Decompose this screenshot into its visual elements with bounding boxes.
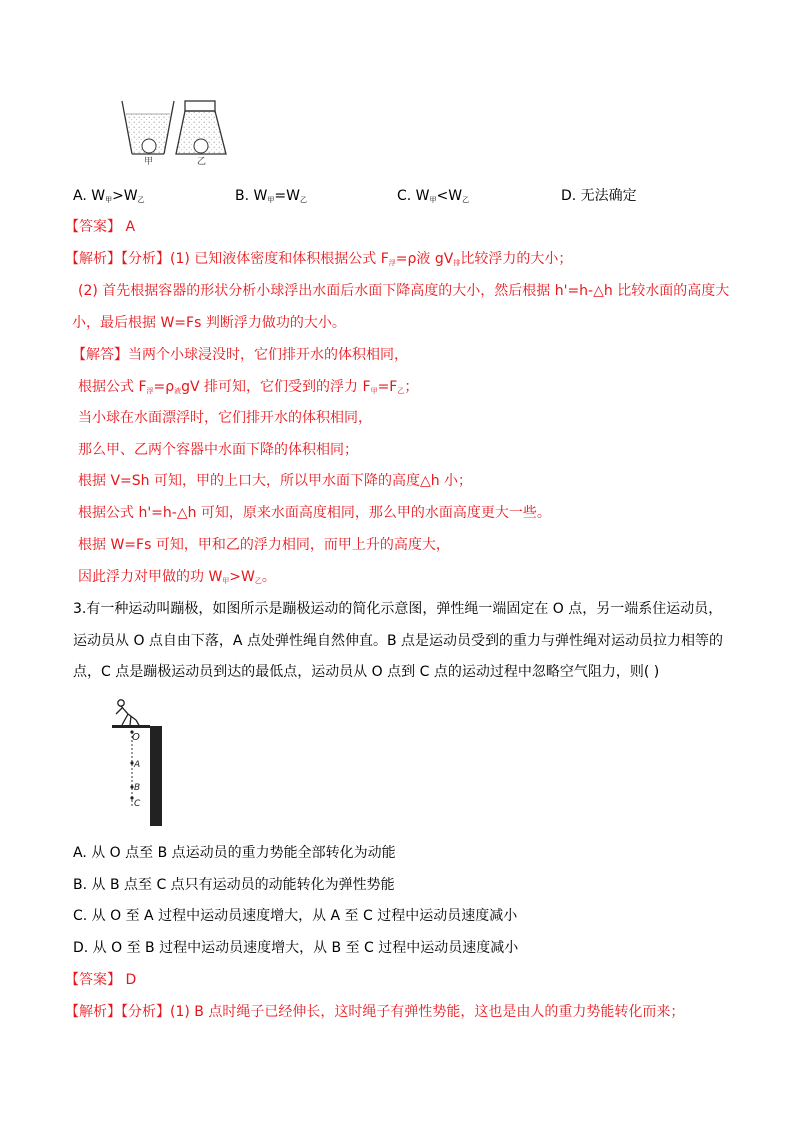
q3-option-c: C. 从 O 至 A 过程中运动员速度增大，从 A 至 C 过程中运动员速度减小 [73, 908, 518, 924]
q3-stem-line-2: 运动员从 O 点自由下落，A 点处弹性绳自然伸直。B 点是运动员受到的重力与弹性绳对运动员拉力相等的 [73, 633, 723, 649]
bungee-figure [108, 694, 170, 830]
q2-solution-line-2: 根据公式 $F_浮=\rho_液gV$ 排可知，它们受到的浮力 $F_甲=F_乙$； [78, 379, 419, 395]
q3-answer: 【答案】 D [65, 972, 137, 988]
q2-analysis-line-2: (2) 首先根据容器的形状分析小球浮出水面后水面下降高度的大小，然后根据 h'=h-△h 比较水面的高度大 [78, 283, 730, 299]
q3-analysis-line-1: 【解析】【分析】(1) B 点时绳子已经伸长，这时绳子有弹性势能，这也是由人的重力势能转化而来； [65, 1004, 685, 1020]
point-c-label: C [134, 799, 141, 809]
q2-solution-line-6: 根据公式 h'=h-△h 可知，原来水面高度相同，那么甲的水面高度更大一些。 [78, 505, 551, 521]
q2-solution-line-8: 因此浮力对甲做的功 $W_甲>W_乙$。 [78, 569, 276, 585]
q2-analysis-line-3: 小，最后根据 W=Fs 判断浮力做功的大小。 [72, 315, 346, 331]
q2-answer: 【答案】 A [65, 219, 136, 235]
platform [112, 725, 150, 728]
q2-solution-line-4: 那么甲、乙两个容器中水面下降的体积相同； [78, 442, 358, 458]
containers-figure [118, 96, 238, 166]
label-yi: 乙 [197, 157, 207, 166]
q2-option-a: A. $W_甲>W_乙$ [73, 188, 145, 204]
container-jia [122, 101, 174, 154]
label-jia: 甲 [144, 157, 154, 166]
q2-analysis-line-1: 【解析】【分析】(1) 已知液体密度和体积根据公式 $F_浮=\rho$液 $gV_排$比较浮力的大小； [65, 251, 573, 267]
q2-option-d: D. 无法确定 [561, 188, 637, 204]
tower [150, 726, 162, 826]
container-yi [176, 101, 226, 154]
q2-option-c: C. $W_甲<W_乙$ [397, 188, 470, 204]
q2-solution-line-7: 根据 W=Fs 可知，甲和乙的浮力相同，而甲上升的高度大， [78, 537, 450, 553]
jumper-icon [116, 700, 140, 727]
q3-stem-line-3: 点，C 点是蹦极运动员到达的最低点，运动员从 O 点到 C 点的运动过程中忽略空气阻力，则( ) [73, 664, 660, 680]
point-o-label: O [132, 732, 140, 743]
q3-option-a: A. 从 O 点至 B 点运动员的重力势能全部转化为动能 [73, 845, 396, 861]
point-b-label: B [134, 783, 141, 793]
q3-option-b: B. 从 B 点至 C 点只有运动员的动能转化为弹性势能 [73, 877, 395, 893]
q3-option-d: D. 从 O 至 B 过程中运动员速度增大，从 B 至 C 过程中运动员速度减小 [73, 940, 519, 956]
q2-solution-line-3: 当小球在水面漂浮时，它们排开水的体积相同， [78, 410, 372, 426]
q2-solution-line-5: 根据 V=Sh 可知，甲的上口大，所以甲水面下降的高度△h 小； [78, 473, 473, 489]
point-a-label: A [134, 760, 141, 770]
q2-option-b: B. $W_甲=W_乙$ [235, 188, 307, 204]
q2-solution-line-1: 【解答】当两个小球浸没时，它们排开水的体积相同， [72, 347, 408, 363]
q3-stem-line-1: 3.有一种运动叫蹦极，如图所示是蹦极运动的简化示意图，弹性绳一端固定在 O 点，另一端系住运动员， [73, 601, 723, 617]
